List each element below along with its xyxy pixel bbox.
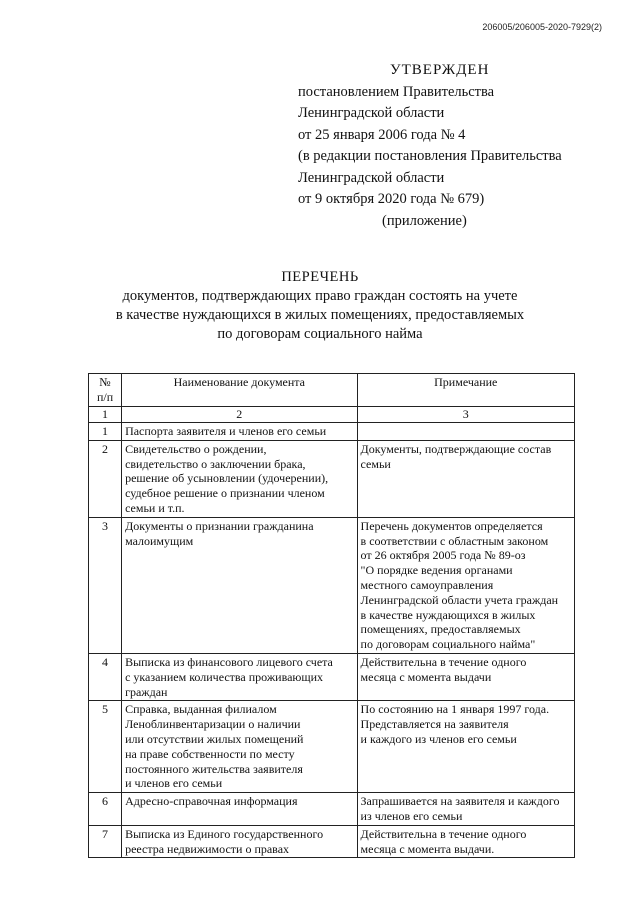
row-note — [357, 423, 574, 441]
column-number: 1 — [89, 407, 122, 423]
row-note: Действительна в течение одного месяца с момента выдачи. — [357, 825, 574, 858]
row-name: Адресно-справочная информация — [122, 793, 357, 826]
row-name: Свидетельство о рождении, свидетельство о заключении брака, решение об усыновлении (удочерении), судебное решение о признании членом семьи и т.п. — [122, 440, 357, 517]
header-name: Наименование документа — [122, 374, 357, 407]
row-name: Выписка из Единого государственного реестра недвижимости о правах — [122, 825, 357, 858]
row-name: Справка, выданная филиалом Леноблинвентаризации о наличии или отсутствии жилых помещений на праве собственности по месту постоянного жительства заявителя и членов его семьи — [122, 701, 357, 793]
approval-line: от 25 января 2006 года № 4 — [298, 126, 466, 143]
row-num: 3 — [89, 517, 122, 653]
approval-appendix: (приложение) — [382, 212, 467, 229]
table-header-row — [89, 374, 575, 407]
approval-line: (в редакции постановления Правительства — [298, 148, 562, 164]
table-row — [89, 423, 575, 441]
approval-block — [298, 60, 618, 232]
document-heading — [0, 268, 640, 344]
row-num: 7 — [89, 825, 122, 858]
heading-line: в качестве нуждающихся в жилых помещениях, предоставляемых — [115, 307, 525, 323]
approval-title: УТВЕРЖДЕН — [390, 62, 490, 78]
header-note: Примечание — [357, 374, 574, 407]
heading-line: документов, подтверждающих право граждан состоять на учете — [122, 288, 518, 304]
table-row — [89, 793, 575, 826]
table-row — [89, 825, 575, 858]
table-row — [89, 517, 575, 653]
header-num: № п/п — [89, 374, 122, 407]
row-note: Запрашивается на заявителя и каждого из членов его семьи — [357, 793, 574, 826]
table-row — [89, 701, 575, 793]
row-num: 2 — [89, 440, 122, 517]
column-number-row — [89, 407, 575, 423]
approval-line: Ленинградской области — [298, 105, 445, 121]
table-row — [89, 653, 575, 700]
approval-line: от 9 октября 2020 года № 679) — [298, 191, 485, 207]
document-id: 206005/206005-2020-7929(2) — [482, 22, 602, 32]
row-note: По состоянию на 1 января 1997 года. Представляется на заявителя и каждого из членов его семьи — [357, 701, 574, 793]
table-row — [89, 440, 575, 517]
heading-title: ПЕРЕЧЕНЬ — [281, 269, 359, 285]
approval-line: Ленинградской области — [298, 169, 445, 186]
row-num: 5 — [89, 701, 122, 793]
row-note: Действительна в течение одного месяца с момента выдачи — [357, 653, 574, 700]
column-number: 2 — [122, 407, 357, 423]
row-num: 1 — [89, 423, 122, 441]
row-note: Перечень документов определяется в соответствии с областным законом от 26 октября 2005 года № 89-оз "О порядке ведения органами местного самоуправления Ленинградской области учета граждан в качестве нуждающихся в жилых помещениях, предоставляемых по договорам социального найма" — [357, 517, 574, 653]
row-num: 4 — [89, 653, 122, 700]
row-name: Паспорта заявителя и членов его семьи — [122, 423, 357, 441]
heading-line: по договорам социального найма — [217, 326, 423, 342]
approval-line: постановлением Правительства — [298, 83, 495, 100]
row-name: Выписка из финансового лицевого счета с указанием количества проживающих граждан — [122, 653, 357, 700]
column-number: 3 — [357, 407, 574, 423]
documents-table — [88, 373, 575, 858]
row-num: 6 — [89, 793, 122, 826]
row-note: Документы, подтверждающие состав семьи — [357, 440, 574, 517]
row-name: Документы о признании гражданина малоимущим — [122, 517, 357, 653]
